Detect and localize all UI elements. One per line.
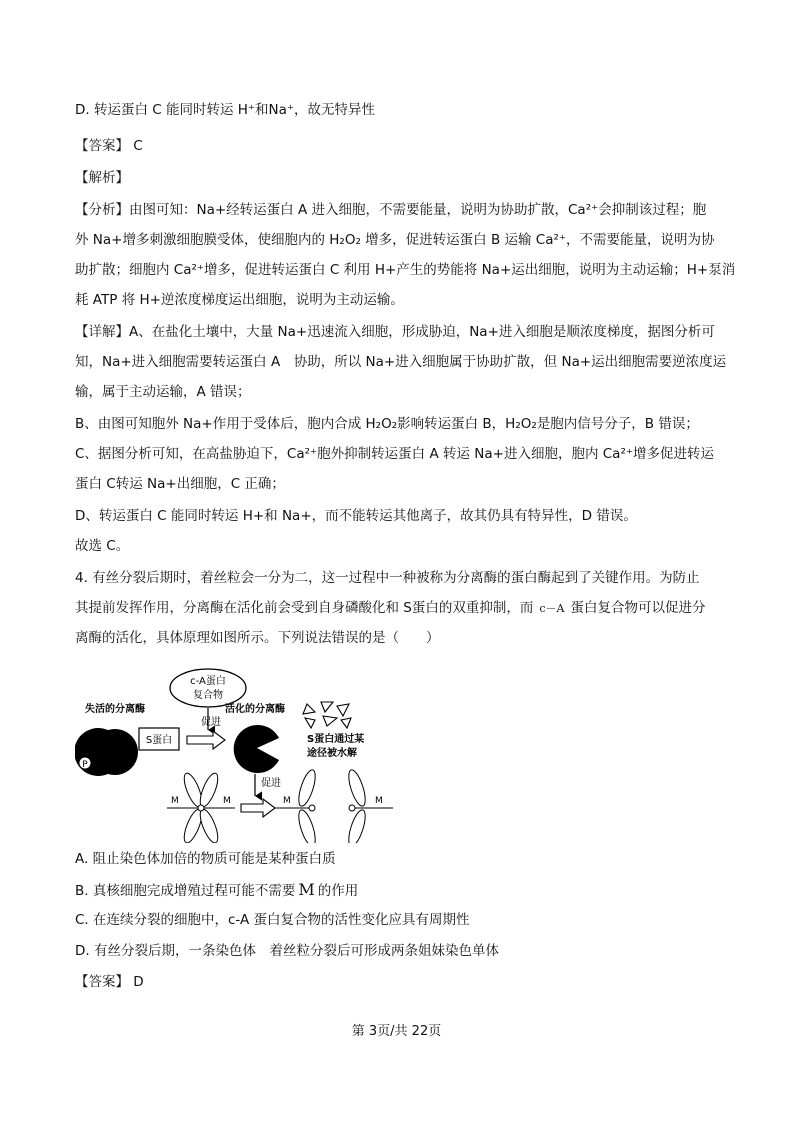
q3-fenxi-line-3: 助扩散；细胞内 Ca²⁺增多，促进转运蛋白 C 利用 H+产生的势能将 Na+运出细胞，说明为主动运输；H+泵消 bbox=[75, 262, 736, 278]
q3-xiangjie-line-7: D、转运蛋白 C 能同时转运 H+和 Na+，而不能转运其他离子，故其仍具有特异性，D 错误。 bbox=[75, 508, 637, 524]
separase-activation-diagram bbox=[75, 668, 405, 843]
s-protein-label: S蛋白 bbox=[145, 735, 173, 746]
q4-option-b bbox=[75, 880, 358, 901]
answer-value: C bbox=[133, 138, 143, 154]
chromatid-left bbox=[275, 768, 319, 843]
m-label-left: M bbox=[171, 796, 179, 806]
chromatid-right bbox=[345, 768, 393, 843]
page-footer: 第 3页/共 22页 bbox=[351, 1024, 442, 1039]
hollow-arrow-2 bbox=[241, 799, 275, 817]
q4-answer bbox=[75, 972, 144, 992]
fenxi-label: 【分析】 bbox=[75, 202, 129, 218]
answer-value-q4: D bbox=[133, 974, 144, 990]
complex-label-1: c-A蛋白 bbox=[190, 676, 226, 687]
m-label-right: M bbox=[223, 796, 231, 806]
q3-xiangjie-line-4: B、由图可知胞外 Na+作用于受体后，胞内合成 H₂O₂影响转运蛋白 B，H₂O₂是胞内信号分子，B 错误； bbox=[75, 416, 699, 432]
active-separase bbox=[234, 725, 279, 773]
ca-formula: c－A bbox=[539, 602, 565, 615]
hollow-arrow-1 bbox=[187, 731, 225, 749]
q3-conclusion: 故选 C。 bbox=[75, 538, 130, 554]
promote-label-1: 促进 bbox=[201, 717, 221, 728]
stem-text: 其提前发挥作用，分离酶在活化前会受到自身磷酸化和 S蛋白的双重抑制，而 bbox=[75, 600, 534, 616]
q4-stem-line-3: 离酶的活化，具体原理如图所示。下列说法错误的是（ ） bbox=[75, 630, 440, 646]
q3-xiangjie-line-6: 蛋白 C转运 Na+出细胞，C 正确； bbox=[75, 476, 285, 492]
q3-xiangjie-line-2: 知，Na+进入细胞需要转运蛋白 A 协助，所以 Na+进入细胞属于协助扩散，但 Na+运出细胞需要逆浓度运 bbox=[75, 354, 727, 370]
complex-label-2: 复合物 bbox=[193, 690, 223, 701]
answer-label: 【答案】 bbox=[75, 138, 129, 154]
xiangjie-text: A、在盐化土壤中，大量 Na+迅速流入细胞，形成胁迫，Na+进入细胞是顺浓度梯度，据图分析可 bbox=[129, 324, 715, 340]
active-label: 活化的分离酶 bbox=[225, 704, 285, 715]
answer-label-q4: 【答案】 bbox=[75, 974, 129, 990]
m-formula: M bbox=[298, 880, 315, 899]
stem-text-tail: 蛋白复合物可以促进分 bbox=[570, 600, 706, 616]
q4-option-c: C. 在连续分裂的细胞中，c-A 蛋白复合物的活性变化应具有周期性 bbox=[75, 912, 470, 928]
q3-option-d: D. 转运蛋白 C 能同时转运 H⁺和Na⁺，故无特异性 bbox=[75, 102, 376, 118]
inactive-label: 失活的分离酶 bbox=[85, 704, 145, 715]
q4-stem-line-2 bbox=[75, 598, 705, 619]
xiangjie-label: 【详解】 bbox=[75, 324, 129, 340]
option-b-text: B. 真核细胞完成增殖过程可能不需要 bbox=[75, 883, 296, 899]
fenxi-text: 由图可知：Na+经转运蛋白 A 进入细胞，不需要能量，说明为协助扩散，Ca²⁺会抑制该过程；胞 bbox=[129, 202, 707, 218]
q3-xiangjie-line-1 bbox=[75, 322, 715, 342]
q3-answer bbox=[75, 136, 143, 156]
q3-fenxi-line-4: 耗 ATP 将 H+逆浓度梯度运出细胞，说明为主动运输。 bbox=[75, 292, 404, 308]
s-protein-fragments bbox=[303, 702, 351, 728]
inactive-separase-body bbox=[92, 729, 138, 775]
chromosome-before bbox=[167, 771, 235, 843]
q3-xiangjie-line-5: C、据图分析可知，在高盐胁迫下，Ca²⁺胞外抑制转运蛋白 A 转运 Na+进入细胞，胞内 Ca²⁺增多促进转运 bbox=[75, 446, 714, 462]
complex-ellipse bbox=[170, 669, 246, 707]
q4-option-d: D. 有丝分裂后期，一条染色体 着丝粒分裂后可形成两条姐妹染色单体 bbox=[75, 943, 499, 959]
q3-analysis-label: 【解析】 bbox=[75, 170, 129, 186]
m-label-after-2: M bbox=[375, 796, 383, 806]
hydrolysis-label-2: 途径被水解 bbox=[307, 748, 357, 759]
hydrolysis-label-1: S蛋白通过某 bbox=[307, 734, 365, 745]
promote-label-2: 促进 bbox=[261, 778, 281, 789]
q4-stem-line-1: 4. 有丝分裂后期时，着丝粒会一分为二，这一过程中一种被称为分离酶的蛋白酶起到了关键作用。为防止 bbox=[75, 570, 700, 586]
q3-xiangjie-line-3: 输，属于主动运输，A 错误； bbox=[75, 384, 251, 400]
m-label-after-1: M bbox=[283, 796, 291, 806]
phosphate-label: P bbox=[82, 760, 88, 770]
q3-fenxi-line-2: 外 Na+增多刺激细胞膜受体，使细胞内的 H₂O₂ 增多，促进转运蛋白 B 运输 Ca²⁺，不需要能量，说明为协 bbox=[75, 232, 715, 248]
q3-fenxi-line-1 bbox=[75, 200, 706, 220]
option-b-tail: 的作用 bbox=[317, 883, 359, 899]
q4-option-a: A. 阻止染色体加倍的物质可能是某种蛋白质 bbox=[75, 851, 336, 867]
